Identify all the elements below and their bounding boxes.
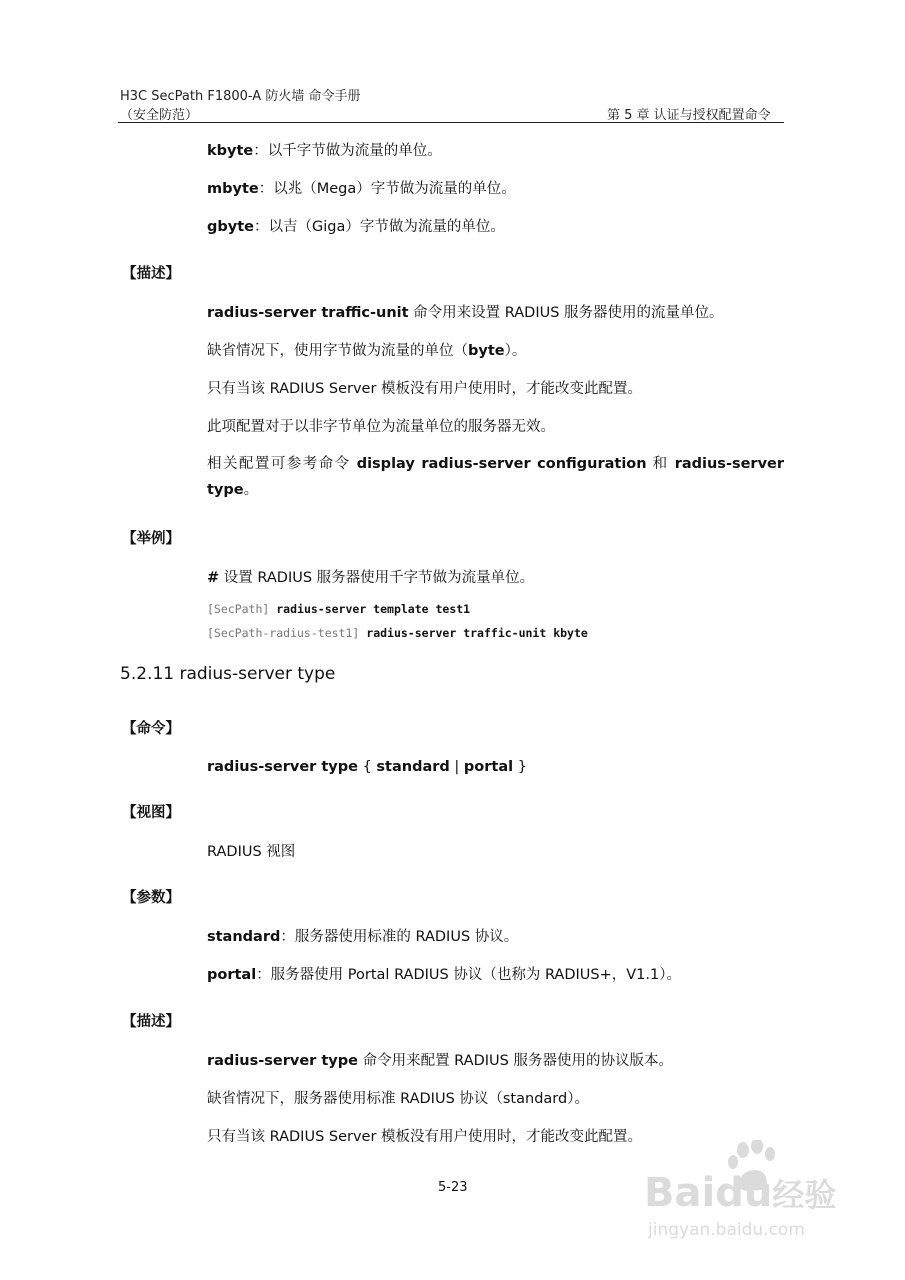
param-gbyte <box>207 217 505 237</box>
comment-text: 设置 RADIUS 服务器使用千字节做为流量单位。 <box>219 570 535 586</box>
desc-paragraph <box>207 341 526 361</box>
watermark-brand-text: Bai <box>644 1170 716 1216</box>
command-syntax <box>207 757 527 777</box>
doc-title: H3C SecPath F1800-A 防火墙 命令手册 <box>120 89 361 104</box>
command-keyword: radius-server traffic-unit <box>207 305 409 321</box>
command-keyword: radius-server type <box>207 1053 358 1069</box>
hash-symbol: # <box>207 570 220 586</box>
desc-text: 和 <box>646 456 675 472</box>
syntax-separator: | <box>449 759 464 775</box>
param-portal <box>207 965 681 985</box>
param-keyword: kbyte <box>207 143 254 159</box>
cli-command: radius-server template test1 <box>276 602 471 616</box>
section-heading-parameters: 【参数】 <box>122 890 180 906</box>
desc-text: 命令用来设置 RADIUS 服务器使用的流量单位。 <box>408 305 724 321</box>
default-keyword: byte <box>468 343 505 359</box>
desc-paragraph: 只有当该 RADIUS Server 模板没有用户使用时，才能改变此配置。 <box>207 1129 643 1145</box>
desc-text: 。 <box>243 482 259 498</box>
param-desc: ：以吉（Giga）字节做为流量的单位。 <box>253 219 505 235</box>
desc-paragraph: 此项配置对于以非字节单位为流量单位的服务器无效。 <box>207 419 555 435</box>
param-keyword: standard <box>207 929 281 945</box>
desc-paragraph: 只有当该 RADIUS Server 模板没有用户使用时，才能改变此配置。 <box>207 381 643 397</box>
section-heading-description: 【描述】 <box>122 1014 180 1030</box>
cli-prompt: [SecPath] <box>207 602 270 616</box>
desc-related-commands <box>207 451 784 503</box>
desc-text: 缺省情况下，使用字节做为流量的单位（ <box>207 343 468 359</box>
syntax-brace: } <box>513 759 527 775</box>
command-keyword: radius-server type <box>207 759 358 775</box>
watermark-brand <box>644 1170 836 1216</box>
param-desc: ：以兆（Mega）字节做为流量的单位。 <box>258 181 516 197</box>
param-desc: ：服务器使用标准的 RADIUS 协议。 <box>280 929 519 945</box>
section-title: 5.2.11 radius-server type <box>120 664 336 684</box>
command-keyword: radius-server type <box>207 456 785 498</box>
desc-text: 相关配置可参考命令 <box>207 456 357 472</box>
watermark-url: jingyan.baidu.com <box>648 1220 805 1240</box>
code-line <box>207 602 470 616</box>
section-heading-view: 【视图】 <box>122 805 180 821</box>
syntax-option: portal <box>463 759 514 775</box>
param-desc: ：以千字节做为流量的单位。 <box>253 143 442 159</box>
cli-command: radius-server traffic-unit kbyte <box>366 626 588 640</box>
param-keyword: mbyte <box>207 181 259 197</box>
desc-paragraph <box>207 1051 673 1071</box>
code-line <box>207 626 588 640</box>
page-number: 5-23 <box>438 1180 468 1195</box>
section-heading-description: 【描述】 <box>122 266 180 282</box>
doc-subtitle: （安全防范） <box>120 108 199 123</box>
cli-prompt: [SecPath-radius-test1] <box>207 626 360 640</box>
desc-paragraph <box>207 303 724 323</box>
view-text: RADIUS 视图 <box>207 844 296 860</box>
section-heading-example: 【举例】 <box>122 531 180 547</box>
param-desc: ：服务器使用 Portal RADIUS 协议（也称为 RADIUS+，V1.1）。 <box>256 967 681 983</box>
param-kbyte <box>207 141 442 161</box>
chapter-title: 第 5 章 认证与授权配置命令 <box>607 108 771 123</box>
watermark-brand-text: 经验 <box>772 1176 837 1214</box>
param-keyword: portal <box>207 967 257 983</box>
section-heading-command: 【命令】 <box>122 721 180 737</box>
param-keyword: gbyte <box>207 219 254 235</box>
desc-text: 命令用来配置 RADIUS 服务器使用的协议版本。 <box>357 1053 673 1069</box>
desc-paragraph: 缺省情况下，服务器使用标准 RADIUS 协议（standard）。 <box>207 1091 589 1107</box>
baidu-watermark <box>640 1140 860 1250</box>
header-rule <box>118 122 784 123</box>
param-standard <box>207 927 518 947</box>
watermark-brand-text: du <box>715 1170 773 1216</box>
syntax-brace: { <box>357 759 377 775</box>
param-mbyte <box>207 179 516 199</box>
syntax-option: standard <box>376 759 450 775</box>
desc-text: ）。 <box>504 343 527 359</box>
example-comment <box>207 568 534 588</box>
command-keyword: display radius-server configuration <box>356 456 647 472</box>
